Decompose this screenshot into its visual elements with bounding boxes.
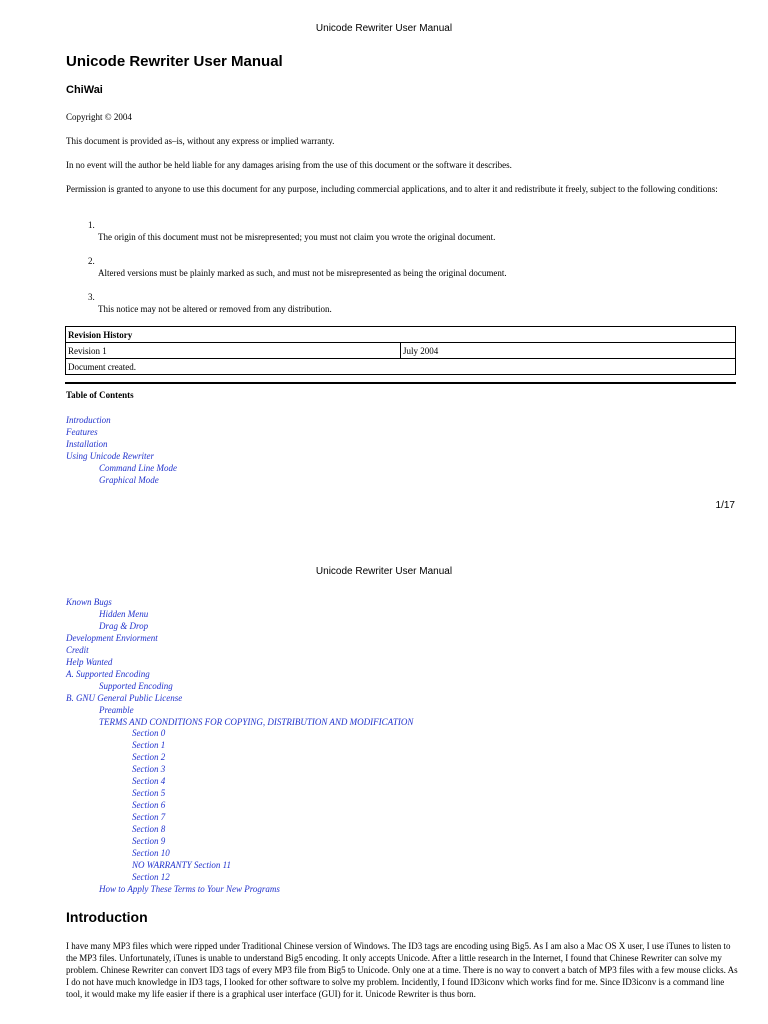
toc-link[interactable]: Section 0 — [132, 728, 166, 739]
condition-number: 1. — [88, 220, 95, 230]
divider — [65, 382, 736, 384]
introduction-paragraph: I have many MP3 files which were ripped under Traditional Chinese version of Windows. The ID3 tags are encoding using Big5. As I am also a Mac OS X user, I use iTunes to listen to the MP3 files. Unfortunately, iTunes is unable to understand Big5 encoding. It only accepts Unicode. After a little research in the Internet, I found that Chinese Rewriter can solve my problem. Chinese Rewriter can convert ID3 tags of every MP3 file from Big5 to Unicode. Only one at a time. There is no way to convert a batch of MP3 files with a few mouse clicks. As I do not have much knowledge in ID3 tags, I looked for other software to solve my problem. Incidently, I found ID3iconv which works find for me. Since ID3iconv is a command line tool, it would make my life easier if there is a graphical user interface (GUI) for it. Unicode Rewriter is thus born. — [66, 941, 738, 999]
toc-link[interactable]: Supported Encoding — [99, 680, 173, 691]
toc-link[interactable]: Section 5 — [132, 788, 166, 799]
toc-link[interactable]: Preamble — [99, 704, 134, 715]
revision-history-heading: Revision History — [66, 327, 736, 343]
toc-link[interactable]: Section 3 — [132, 764, 166, 775]
toc-link[interactable]: Section 4 — [132, 776, 166, 787]
condition-text: This notice may not be altered or removed from any distribution. — [98, 304, 332, 314]
document-title: Unicode Rewriter User Manual — [66, 53, 283, 70]
author-name: ChiWai — [66, 84, 103, 96]
toc-link[interactable]: Section 10 — [132, 847, 170, 858]
toc-link[interactable]: How to Apply These Terms to Your New Programs — [99, 883, 280, 894]
toc-link[interactable]: Section 1 — [132, 740, 166, 751]
toc-link[interactable]: Installation — [66, 438, 108, 449]
toc-link[interactable]: Development Enviorment — [66, 632, 158, 643]
toc-link[interactable]: Introduction — [66, 415, 111, 425]
condition-text: Altered versions must be plainly marked as such, and must not be misrepresented as being the original document. — [98, 268, 507, 278]
page-number: 1/17 — [715, 500, 735, 511]
toc-link[interactable]: Using Unicode Rewriter — [66, 450, 154, 461]
toc-link[interactable]: Graphical Mode — [99, 474, 159, 485]
toc-link[interactable]: Section 8 — [132, 824, 166, 835]
toc-link[interactable]: Hidden Menu — [99, 608, 149, 619]
toc-link[interactable]: Section 7 — [132, 812, 166, 823]
toc-link[interactable]: A. Supported Encoding — [66, 668, 150, 679]
toc-link[interactable]: Command Line Mode — [99, 462, 177, 473]
revision-date: July 2004 — [401, 343, 736, 359]
toc-link[interactable]: TERMS AND CONDITIONS FOR COPYING, DISTRIBUTION AND MODIFICATION — [99, 716, 414, 727]
condition-number: 3. — [88, 292, 95, 302]
toc-link[interactable]: NO WARRANTY Section 11 — [132, 859, 231, 870]
permission-paragraph: Permission is granted to anyone to use this document for any purpose, including commercial applications, and to alter it and redistribute it freely, subject to the following conditions: — [66, 184, 718, 194]
liability-paragraph: In no event will the author be held liable for any damages arising from the use of this document or the software it describes. — [66, 160, 512, 170]
toc-link[interactable]: Features — [66, 426, 98, 437]
page-header: Unicode Rewriter User Manual — [315, 23, 453, 34]
toc-link[interactable]: Credit — [66, 644, 89, 655]
revision-number: Revision 1 — [66, 343, 401, 359]
toc-link[interactable]: Section 2 — [132, 752, 166, 763]
copyright-notice: Copyright © 2004 — [66, 112, 132, 122]
page-header: Unicode Rewriter User Manual — [315, 566, 453, 577]
warranty-paragraph: This document is provided as–is, without any express or implied warranty. — [66, 136, 335, 146]
toc-title: Table of Contents — [66, 390, 134, 400]
toc-link[interactable]: Section 9 — [132, 836, 166, 846]
revision-history-table — [65, 326, 736, 375]
toc-link[interactable]: Help Wanted — [66, 656, 113, 667]
revision-note: Document created. — [66, 359, 736, 375]
section-heading-introduction: Introduction — [66, 909, 148, 925]
toc-link[interactable]: Section 12 — [132, 871, 170, 882]
toc-link[interactable]: Drag & Drop — [99, 620, 149, 631]
toc-link[interactable]: Section 6 — [132, 800, 166, 811]
condition-number: 2. — [88, 256, 95, 266]
toc-link[interactable]: Known Bugs — [66, 597, 112, 607]
condition-text: The origin of this document must not be misrepresented; you must not claim you wrote the original document. — [98, 232, 496, 242]
toc-link[interactable]: B. GNU General Public License — [66, 692, 183, 703]
